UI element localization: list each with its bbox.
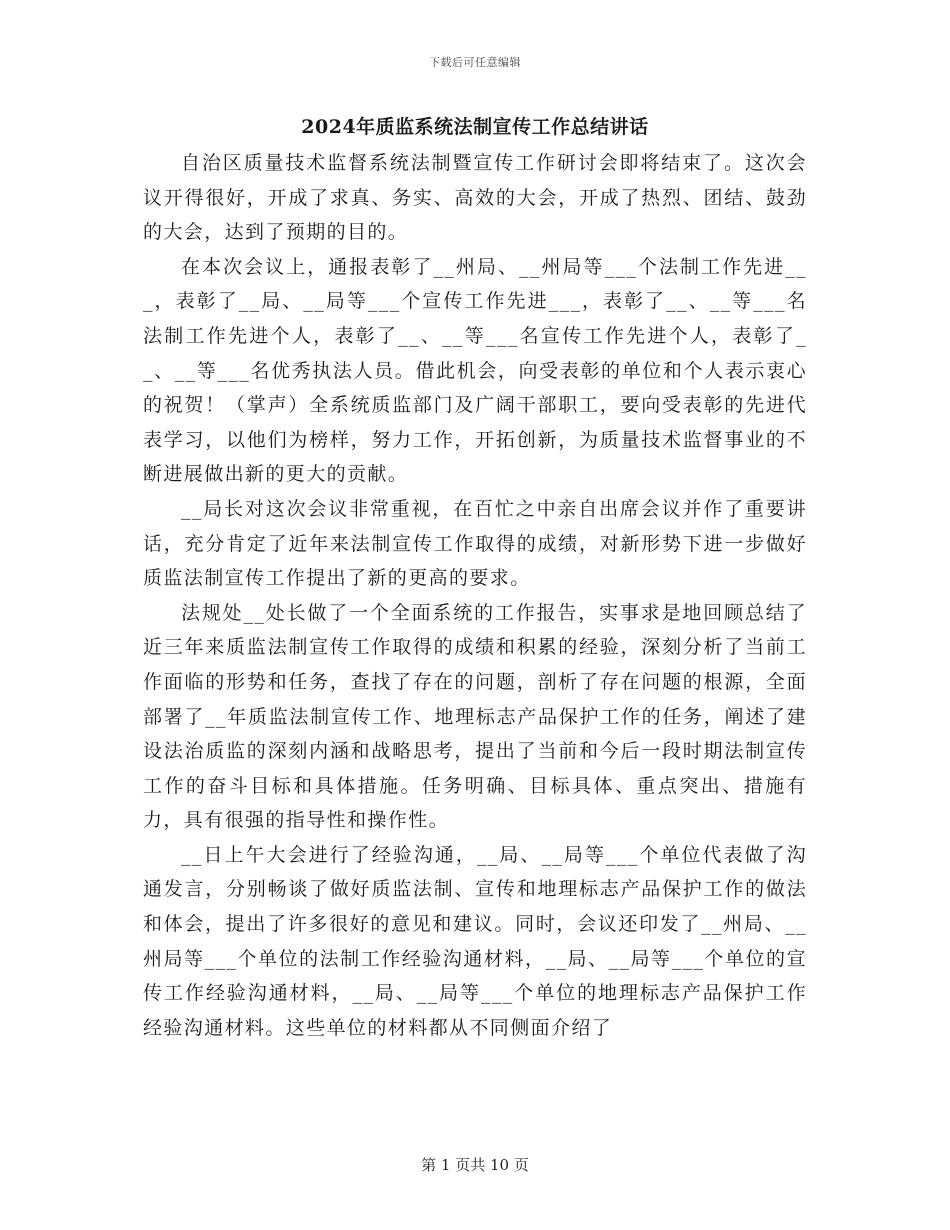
page-header-note: 下载后可任意编辑 xyxy=(429,56,521,69)
paragraph: 在本次会议上，通报表彰了__州局、__州局等___个法制工作先进___，表彰了__局、__局等___个宣传工作先进___，表彰了__、__等___名法制工作先进个人，表彰了__、__等___名宣传工作先进个人，表彰了__、__等___名优秀执法人员。借此机会，向受表彰的单位和个人表示衷心的祝贺！（掌声）全系统质监部门及广阔干部职工，要向受表彰的先进代表学习，以他们为榜样，努力工作，开拓创新，为质量技术监督事业的不断进展做出新的更大的贡献。 xyxy=(143,255,807,486)
paragraph: 自治区质量技术监督系统法制暨宣传工作研讨会即将结束了。这次会议开得很好，开成了求真、务实、高效的大会，开成了热烈、团结、鼓劲的大会，达到了预期的目的。 xyxy=(143,152,807,244)
paragraph: __日上午大会进行了经验沟通，__局、__局等___个单位代表做了沟通发言，分别畅谈了做好质监法制、宣传和地理标志产品保护工作的做法和体会，提出了许多很好的意见和建议。同时，会议还印发了__州局、__州局等___个单位的法制工作经验沟通材料，__局、__局等___个单位的宣传工作经验沟通材料，__局、__局等___个单位的地理标志产品保护工作经验沟通材料。这些单位的材料都从不同侧面介绍了 xyxy=(143,843,807,1039)
paragraph: __局长对这次会议非常重视，在百忙之中亲自出席会议并作了重要讲话，充分肯定了近年来法制宣传工作取得的成绩，对新形势下进一步做好质监法制宣传工作提出了新的更高的要求。 xyxy=(143,497,807,590)
document-body xyxy=(143,146,807,1045)
page-number: 第 1 页共 10 页 xyxy=(421,1156,529,1174)
document-title: 2024年质监系统法制宣传工作总结讲话 xyxy=(301,116,649,138)
paragraph: 法规处__处长做了一个全面系统的工作报告，实事求是地回顾总结了近三年来质监法制宣传工作取得的成绩和积累的经验，深刻分析了当前工作面临的形势和任务，查找了存在的问题，剖析了存在问题的根源，全面部署了__年质监法制宣传工作、地理标志产品保护工作的任务，阐述了建设法治质监的深刻内涵和战略思考，提出了当前和今后一段时期法制宣传工作的奋斗目标和具体措施。任务明确、目标具体、重点突出、措施有力，具有很强的指导性和操作性。 xyxy=(143,601,807,832)
